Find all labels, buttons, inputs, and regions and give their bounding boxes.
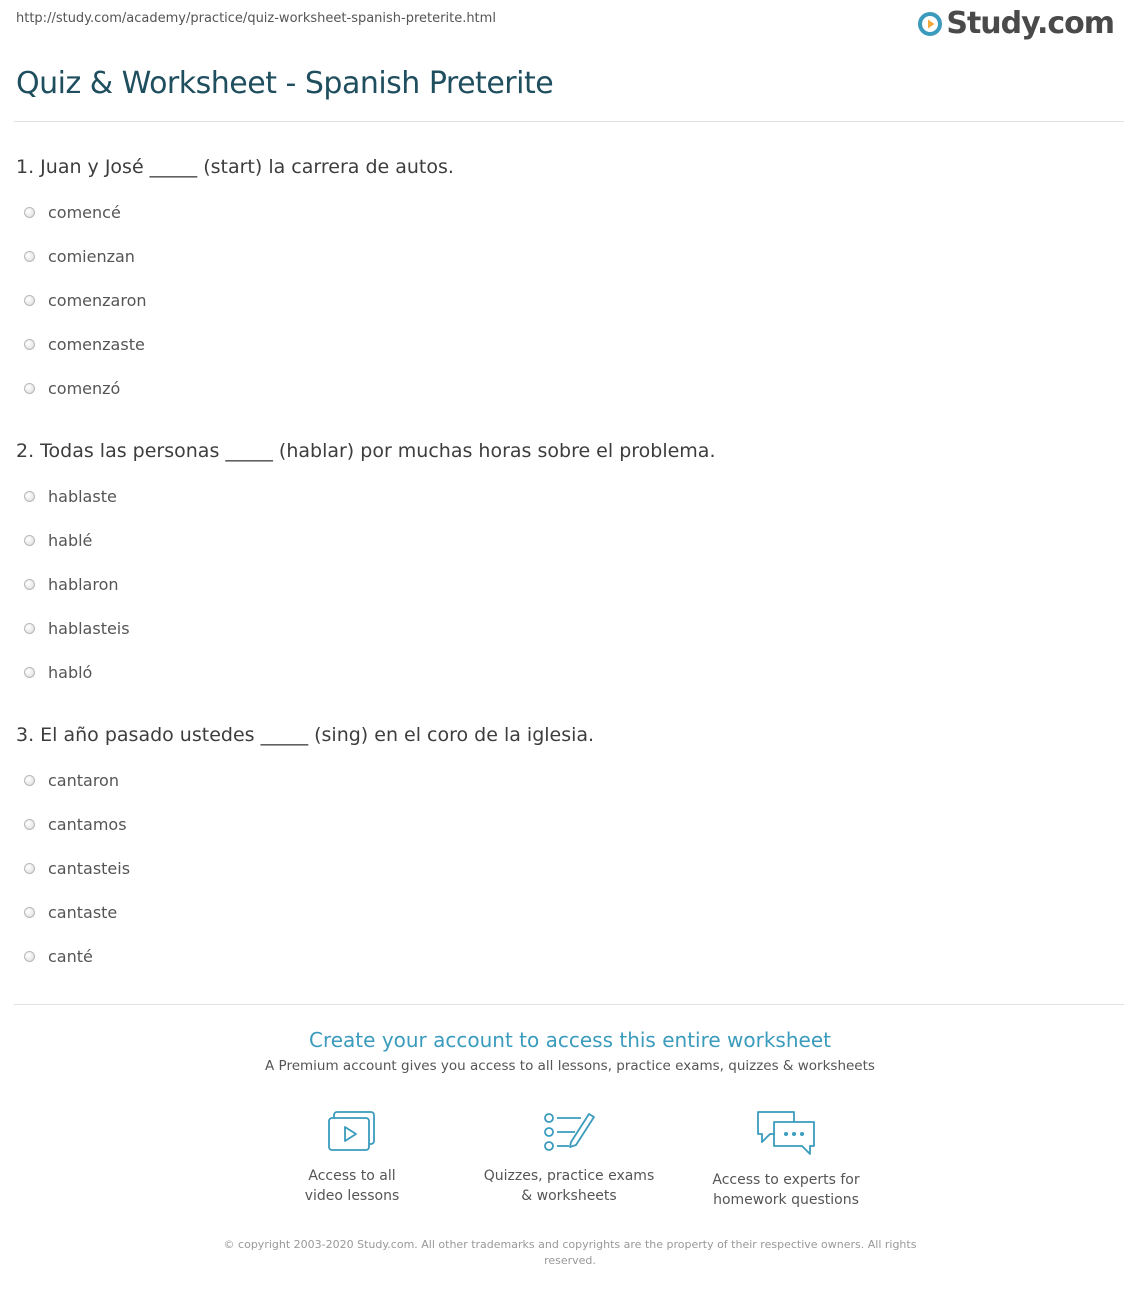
chat-bubbles-icon [754, 1108, 818, 1160]
radio-button[interactable] [24, 819, 35, 830]
copyright-text: © copyright 2003-2020 Study.com. All other trademarks and copyrights are the property of their respective owners. All rights reserved. [223, 1238, 917, 1267]
question-3 [16, 722, 1116, 978]
answer-option[interactable] [24, 802, 1116, 846]
option-label: cantamos [48, 814, 127, 834]
radio-button[interactable] [24, 491, 35, 502]
answer-option[interactable] [24, 322, 1116, 366]
option-label: habló [48, 662, 93, 682]
answer-option[interactable] [24, 650, 1116, 694]
radio-button[interactable] [24, 295, 35, 306]
promo-subtitle: A Premium account gives you access to all lessons, practice exams, quizzes & worksheets [265, 1058, 875, 1074]
answer-option[interactable] [24, 606, 1116, 650]
radio-button[interactable] [24, 535, 35, 546]
play-circle-icon [918, 12, 942, 36]
feature-video-lessons [242, 1108, 462, 1206]
radio-button[interactable] [24, 907, 35, 918]
answer-option[interactable] [24, 846, 1116, 890]
answer-option[interactable] [24, 474, 1116, 518]
feature-line-2: & worksheets [521, 1188, 617, 1204]
option-label: comenzó [48, 378, 121, 398]
promo-divider [14, 1004, 1124, 1005]
answer-option[interactable] [24, 278, 1116, 322]
answer-option[interactable] [24, 518, 1116, 562]
answer-option[interactable] [24, 758, 1116, 802]
page-title: Quiz & Worksheet - Spanish Preterite [16, 66, 554, 101]
feature-label [676, 1170, 896, 1210]
brand-name: Study.com [946, 6, 1114, 41]
top-bar [0, 0, 1140, 54]
option-label: hablasteis [48, 618, 130, 638]
option-label: hablaron [48, 574, 119, 594]
option-label: cantaron [48, 770, 119, 790]
radio-button[interactable] [24, 339, 35, 350]
answer-option[interactable] [24, 562, 1116, 606]
answer-option[interactable] [24, 366, 1116, 410]
radio-button[interactable] [24, 951, 35, 962]
feature-quizzes [459, 1108, 679, 1206]
quiz-checklist-icon [541, 1108, 597, 1156]
answer-option[interactable] [24, 190, 1116, 234]
promo-section [0, 1026, 1140, 1074]
feature-line-2: video lessons [304, 1188, 400, 1204]
option-label: hablaste [48, 486, 117, 506]
answer-option[interactable] [24, 234, 1116, 278]
question-2 [16, 438, 1116, 694]
option-label: cantasteis [48, 858, 131, 878]
page-url[interactable]: http://study.com/academy/practice/quiz-worksheet-spanish-preterite.html [16, 11, 496, 26]
question-text: 1. Juan y José _____ (start) la carrera de autos. [16, 156, 454, 178]
radio-button[interactable] [24, 623, 35, 634]
question-text: 3. El año pasado ustedes _____ (sing) en el coro de la iglesia. [16, 724, 595, 746]
answer-option[interactable] [24, 890, 1116, 934]
option-label: comienzan [48, 246, 135, 266]
option-label: hablé [48, 530, 93, 550]
feature-line-1: Access to all [308, 1168, 396, 1184]
radio-button[interactable] [24, 251, 35, 262]
question-1 [16, 154, 1116, 410]
answer-option[interactable] [24, 934, 1116, 978]
title-divider [14, 121, 1124, 122]
radio-button[interactable] [24, 775, 35, 786]
radio-button[interactable] [24, 667, 35, 678]
radio-button[interactable] [24, 383, 35, 394]
feature-line-1: Quizzes, practice exams [483, 1168, 655, 1184]
brand-logo[interactable] [918, 6, 1114, 41]
feature-label [242, 1166, 462, 1206]
option-label: cantaste [48, 902, 118, 922]
feature-experts [676, 1108, 896, 1210]
option-label: canté [48, 946, 93, 966]
feature-line-1: Access to experts for [712, 1172, 860, 1188]
question-text: 2. Todas las personas _____ (hablar) por muchas horas sobre el problema. [16, 440, 716, 462]
radio-button[interactable] [24, 863, 35, 874]
create-account-link[interactable]: Create your account to access this entire worksheet [309, 1028, 831, 1052]
option-label: comencé [48, 202, 121, 222]
radio-button[interactable] [24, 579, 35, 590]
feature-line-2: homework questions [713, 1192, 859, 1208]
feature-label [459, 1166, 679, 1206]
option-label: comenzaste [48, 334, 145, 354]
radio-button[interactable] [24, 207, 35, 218]
option-label: comenzaron [48, 290, 147, 310]
video-lessons-icon [326, 1108, 378, 1156]
